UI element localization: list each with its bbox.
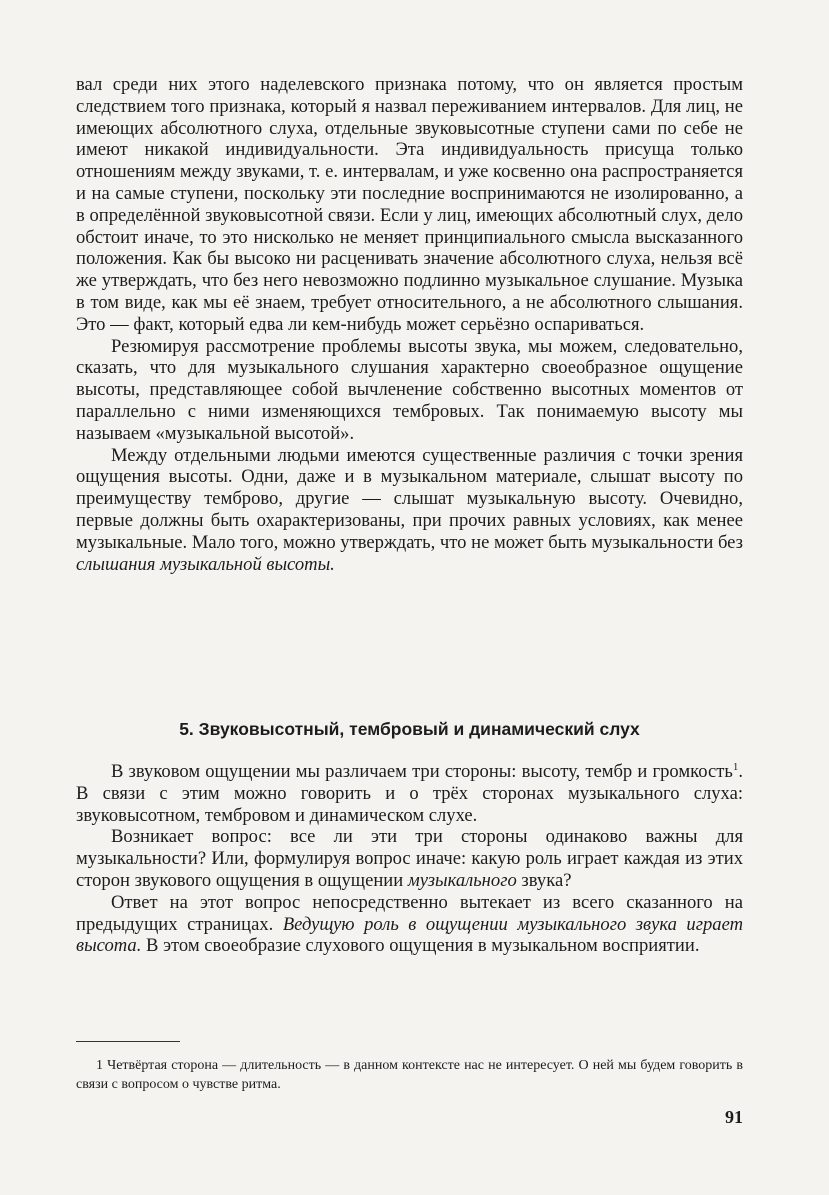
footnote-reference[interactable]: 1 [732, 760, 739, 773]
paragraph-5-emphasis: музыкального [407, 869, 517, 891]
paragraph-6-emphasis: Ведущую роль в ощущении музыкального звука играет высота. [76, 913, 744, 957]
text-block-lower [76, 761, 743, 957]
paragraph-2: Резюмируя рассмотрение проблемы высоты звука, мы можем, следовательно, сказать, что для музыкального слушания характерно своеобразное ощущение высоты, представляющее собой вычленение собственно высотных моментов от параллельно с ними изменяющихся тембровых. Так понимаемую высоту мы называем «музыкальной высотой». [76, 335, 743, 444]
paragraph-4-text-end: . В связи с этим можно говорить и о трёх сторонах музыкального слуха: звуковысотном, тембровом и динамическом слухе. [76, 761, 743, 826]
paragraph-6-text-end: В этом своеобразие слухового ощущения в музыкальном восприятии. [146, 935, 700, 957]
paragraph-5 [76, 826, 743, 891]
paragraph-1: вал среди них этого наделевского признака потому, что он является простым следствием того признака, который я назвал переживанием интервалов. Для лиц, не имеющих абсолютного слуха, отдельные звуковысотные ступени сами по себе не имеют никакой индивидуальности. Эта индивидуальность присуща только отношениям между звуками, т. е. интервалам, и уже косвенно она распространяется и на самые ступени, поскольку эти последние воспринимаются не изолированно, а в определённой звуковысотной связи. Если у лиц, имеющих абсолютный слух, дело обстоит иначе, то это нисколько не меняет принципиального смысла высказанного положения. Как бы высоко ни расценивать значение абсолютного слуха, нельзя всё же утверждать, что без него невозможно подлинно музыкальное слушание. Музыка в том виде, как мы её знаем, требует относительного, а не абсолютного слышания. Это — факт, который едва ли кем-нибудь может серьёзно оспариваться. [76, 74, 743, 335]
paragraph-5-text-end: звука? [521, 869, 572, 891]
paragraph-3 [76, 445, 743, 576]
footnote-text: 1 Четвёртая сторона — длительность — в данном контексте нас не интересует. О ней мы будем говорить в связи с вопросом о чувстве ритма. [76, 1058, 743, 1092]
paragraph-4 [76, 761, 743, 826]
paragraph-6-text: Ответ на этот вопрос непосредственно вытекает из всего сказанного на предыдущих страницах. [76, 891, 743, 935]
section-heading: 5. Звуковысотный, тембровый и динамический слух [179, 719, 640, 739]
text-block-upper [76, 74, 743, 575]
footnote-divider [76, 1041, 180, 1042]
paragraph-4-text: В звуковом ощущении мы различаем три стороны: высоту, тембр и громкость [111, 761, 733, 782]
paragraph-3-emphasis: слышания музыкальной высоты. [76, 553, 335, 575]
page-number: 91 [725, 1107, 743, 1127]
footnote [76, 1056, 743, 1094]
paragraph-3-text: Между отдельными людьми имеются существенные различия с точки зрения ощущения высоты. Одни, даже и в музыкальном материале, слышат высоту по преимуществу темброво, другие — слышат музыкальную высоту. Очевидно, первые должны быть охарактеризованы, при прочих равных условиях, как менее музыкальные. Мало того, можно утверждать, что не может быть музыкальности без [76, 444, 743, 553]
paragraph-5-text: Возникает вопрос: все ли эти три стороны одинаково важны для музыкальности? Или, формулируя вопрос иначе: какую роль играет каждая из этих сторон звукового ощущения в ощущении [76, 826, 743, 891]
paragraph-6 [76, 892, 743, 957]
